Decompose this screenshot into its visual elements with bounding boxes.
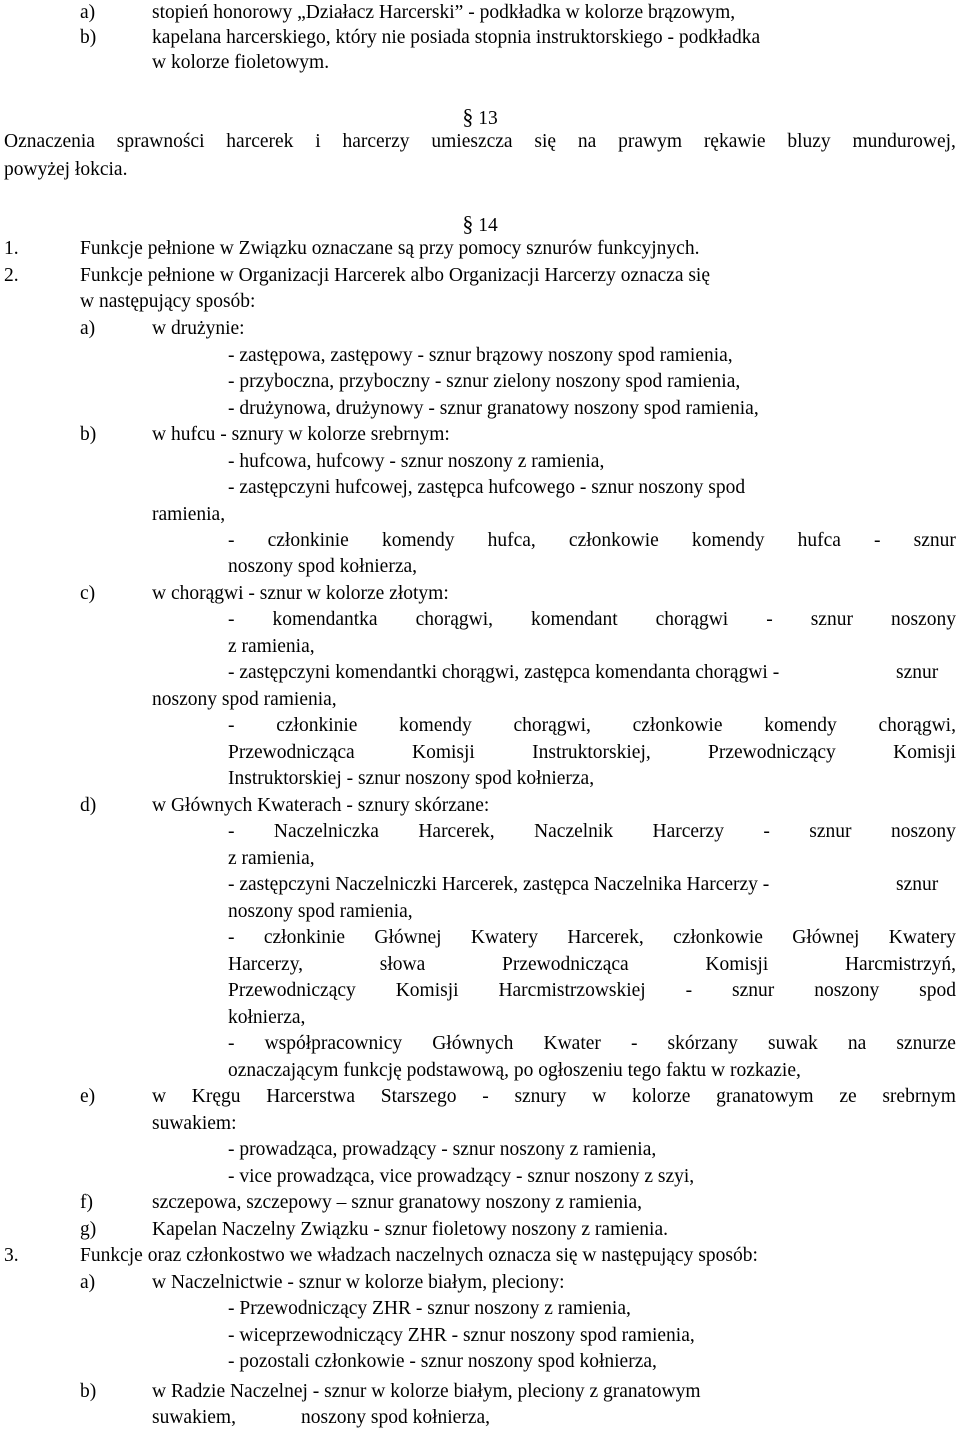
item-line: - hufcowa, hufcowy - sznur noszony z ramienia,	[228, 451, 605, 472]
section-number: § 14	[462, 211, 498, 236]
item-line: - zastępczyni hufcowej, zastępca hufcowego - sznur noszony spod	[228, 477, 746, 498]
item-title: w Kręgu Harcerstwa Starszego - sznury w kolorze granatowym ze srebrnym	[152, 1086, 956, 1107]
para-text-cont: w następujący sposób:	[80, 291, 256, 312]
item-marker: a)	[80, 2, 96, 23]
item-title: w drużynie:	[152, 318, 245, 339]
item-text: kapelana harcerskiego, który nie posiada stopnia instruktorskiego - podkładka	[152, 27, 761, 48]
item-title: w Radzie Naczelnej - sznur w kolorze białym, pleciony z granatowym	[152, 1381, 701, 1402]
item-line-cont: noszony spod ramienia,	[228, 901, 413, 922]
item-title-cont: suwakiem:	[152, 1113, 237, 1134]
section-13-line: Oznaczenia sprawności harcerek i harcerzy umieszcza się na prawym rękawie bluzy mundurowej,	[4, 131, 956, 152]
item-title-cont: suwakiem,	[152, 1407, 236, 1428]
item-line-cont: kołnierza,	[228, 1007, 306, 1028]
item-line-cont: ramienia,	[152, 504, 226, 525]
item-title: w Głównych Kwaterach - sznury skórzane:	[152, 795, 490, 816]
item-marker: b)	[80, 27, 97, 48]
item-line-cont: z ramienia,	[228, 636, 315, 657]
item-line: - komendantka chorągwi, komendant chorągwi - sznur noszony	[228, 609, 956, 630]
item-line: - wiceprzewodniczący ZHR - sznur noszony spod ramienia,	[228, 1325, 695, 1346]
item-line-cont: Instruktorskiej - sznur noszony spod kołnierza,	[228, 768, 595, 789]
item-marker: e)	[80, 1086, 96, 1107]
section-13-line: powyżej łokcia.	[4, 159, 128, 180]
item-line-end: sznur	[896, 874, 939, 895]
item-line: - prowadząca, prowadzący - sznur noszony z ramienia,	[228, 1139, 657, 1160]
item-line-end: sznur	[896, 662, 939, 683]
item-line-cont: noszony spod kołnierza,	[228, 556, 418, 577]
item-marker: c)	[80, 583, 96, 604]
item-line: - pozostali członkowie - sznur noszony spod kołnierza,	[228, 1351, 657, 1372]
para-marker: 1.	[4, 238, 19, 259]
item-line: - zastępczyni komendantki chorągwi, zastępca komendanta chorągwi -	[228, 662, 780, 683]
item-text-cont: w kolorze fioletowym.	[152, 52, 330, 73]
item-title: w chorągwi - sznur w kolorze złotym:	[152, 583, 449, 604]
item-line: Harcerzy, słowa Przewodnicząca Komisji Harcmistrzyń,	[228, 954, 956, 975]
item-line: - członkinie komendy chorągwi, członkowie komendy chorągwi,	[228, 715, 956, 736]
item-line: - współpracownicy Głównych Kwater - skórzany suwak na sznurze	[228, 1033, 956, 1054]
item-marker: g)	[80, 1219, 97, 1240]
para-marker: 3.	[4, 1245, 19, 1266]
para-text: Funkcje oraz członkostwo we władzach naczelnych oznacza się w następujący sposób:	[80, 1245, 758, 1266]
item-title: w hufcu - sznury w kolorze srebrnym:	[152, 424, 450, 445]
item-title-cont: noszony spod kołnierza,	[301, 1407, 491, 1428]
para-text: Funkcje pełnione w Związku oznaczane są przy pomocy sznurów funkcyjnych.	[80, 238, 700, 259]
item-marker: b)	[80, 1381, 97, 1402]
item-line: Przewodniczący Komisji Harcmistrzowskiej - sznur noszony spod	[228, 980, 956, 1001]
section-number: § 13	[462, 104, 498, 129]
item-marker: b)	[80, 424, 97, 445]
item-marker: f)	[80, 1192, 93, 1213]
item-line-cont: z ramienia,	[228, 848, 315, 869]
item-text: szczepowa, szczepowy – sznur granatowy noszony z ramienia,	[152, 1192, 643, 1213]
item-line: - członkinie Głównej Kwatery Harcerek, członkowie Głównej Kwatery	[228, 927, 956, 948]
item-line: - Naczelniczka Harcerek, Naczelnik Harcerzy - sznur noszony	[228, 821, 956, 842]
item-line: - Przewodniczący ZHR - sznur noszony z ramienia,	[228, 1298, 631, 1319]
item-marker: a)	[80, 318, 96, 339]
item-line: - przyboczna, przyboczny - sznur zielony noszony spod ramienia,	[228, 371, 741, 392]
item-line: Przewodnicząca Komisji Instruktorskiej, Przewodniczący Komisji	[228, 742, 956, 763]
item-marker: a)	[80, 1272, 96, 1293]
item-line-cont: oznaczającym funkcję podstawową, po ogłoszeniu tego faktu w rozkazie,	[228, 1060, 801, 1081]
item-marker: d)	[80, 795, 97, 816]
item-line: - członkinie komendy hufca, członkowie komendy hufca - sznur	[228, 530, 956, 551]
item-text: Kapelan Naczelny Związku - sznur fioletowy noszony z ramienia.	[152, 1219, 669, 1240]
item-line-cont: noszony spod ramienia,	[152, 689, 337, 710]
item-line: - zastępczyni Naczelniczki Harcerek, zastępca Naczelnika Harcerzy -	[228, 874, 770, 895]
item-line: - zastępowa, zastępowy - sznur brązowy noszony spod ramienia,	[228, 345, 733, 366]
para-marker: 2.	[4, 265, 19, 286]
para-text: Funkcje pełnione w Organizacji Harcerek albo Organizacji Harcerzy oznacza się	[80, 265, 711, 286]
item-line: - drużynowa, drużynowy - sznur granatowy noszony spod ramienia,	[228, 398, 759, 419]
item-title: w Naczelnictwie - sznur w kolorze białym, pleciony:	[152, 1272, 565, 1293]
item-text: stopień honorowy „Działacz Harcerski” - podkładka w kolorze brązowym,	[152, 2, 736, 23]
item-line: - vice prowadząca, vice prowadzący - sznur noszony z szyi,	[228, 1166, 695, 1187]
